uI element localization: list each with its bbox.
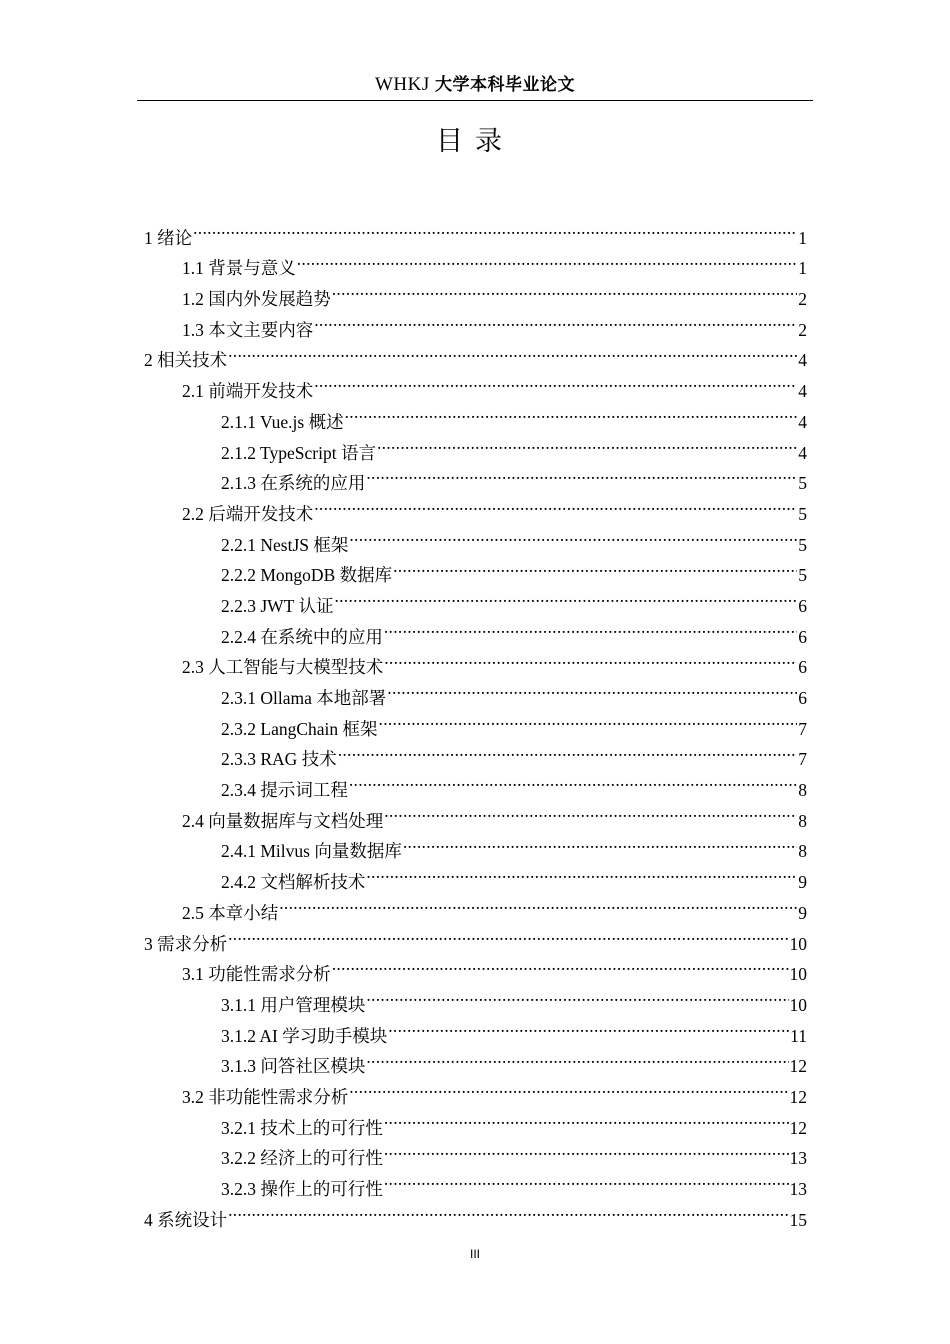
toc-entry[interactable] (144, 950, 807, 985)
toc-leader-dots (228, 919, 788, 950)
toc-entry-page: 4 (798, 350, 807, 371)
toc-entry-title: 2.1.2 TypeScript 语言 (221, 442, 376, 463)
toc-entry-page: 10 (789, 994, 807, 1015)
toc-entry-page: 6 (798, 657, 807, 678)
toc-entry-title: 1.2 国内外发展趋势 (182, 289, 331, 310)
toc-entry-title: 2.3 人工智能与大模型技术 (182, 657, 384, 678)
toc-entry-title: 3.2.1 技术上的可行性 (221, 1117, 383, 1138)
toc-entry-title: 2.1.1 Vue.js 概述 (221, 411, 344, 432)
toc-entry-title: 2.3.1 Ollama 本地部署 (221, 688, 387, 708)
toc-entry[interactable] (144, 366, 807, 402)
toc-entry-page: 6 (798, 626, 807, 647)
toc-entry[interactable] (144, 213, 807, 248)
toc-entry-page: 5 (798, 503, 807, 524)
toc-entry-title: 2.3.4 提示词工程 (221, 780, 348, 801)
toc-entry-title: 2.2.2 MongoDB 数据库 (221, 565, 393, 586)
toc-entry-page: 13 (789, 1179, 807, 1199)
toc-entry-title: 2 相关技术 (144, 350, 228, 371)
toc-entry-title: 2.4.2 文档解析技术 (221, 872, 366, 893)
toc-entry-title: 2.2.3 JWT 认证 (221, 595, 334, 616)
toc-leader-dots (384, 643, 797, 674)
toc-entry-page: 9 (798, 872, 807, 893)
toc-entry-page: 2 (798, 289, 807, 310)
toc-entry-title: 3.1.1 用户管理模块 (221, 994, 366, 1015)
toc-title: 目录 (436, 126, 514, 157)
toc-entry-title: 2.2.1 NestJS 框架 (221, 534, 349, 555)
toc-entry-page: 5 (798, 565, 807, 586)
toc-leader-dots (366, 980, 788, 1011)
header-thesis-type: 大学本科毕业论文 (435, 75, 576, 95)
toc-entry-title: 2.5 本章小结 (182, 902, 279, 923)
toc-entry-title: 2.3.2 LangChain 框架 (221, 718, 378, 739)
toc-entry[interactable] (144, 1195, 807, 1230)
toc-entry-page: 8 (798, 810, 807, 831)
toc-leader-dots (349, 765, 797, 796)
toc-entry-page: 8 (798, 780, 807, 801)
toc-leader-dots (314, 366, 797, 397)
toc-leader-dots (366, 459, 797, 490)
page-header (137, 70, 813, 101)
header-university: WHKJ (374, 74, 430, 95)
toc-entry-page: 12 (789, 1086, 807, 1107)
toc-entry-page: 6 (798, 595, 807, 616)
toc-entry-title: 3.1.3 问答社区模块 (221, 1056, 366, 1077)
toc-entry-page: 4 (798, 442, 807, 463)
toc-leader-dots (332, 950, 789, 981)
toc-entry-page: 6 (798, 688, 807, 708)
toc-entry-title: 2.1.3 在系统的应用 (221, 473, 366, 494)
toc-leader-dots (384, 1103, 789, 1134)
toc-entry-page: 4 (798, 411, 807, 432)
toc-leader-dots (345, 397, 798, 428)
toc-leader-dots (379, 704, 798, 735)
toc-entry[interactable] (144, 336, 807, 371)
toc-leader-dots (393, 551, 797, 582)
toc-leader-dots (366, 857, 797, 888)
toc-leader-dots (377, 428, 797, 459)
toc-leader-dots (366, 1042, 788, 1073)
toc-entry-page: 13 (789, 1148, 807, 1169)
toc-entry-title: 2.2.4 在系统中的应用 (221, 626, 383, 647)
toc-entry-page: 5 (798, 473, 807, 494)
toc-entry-page: 1 (798, 227, 807, 248)
toc-leader-dots (297, 244, 798, 275)
toc-entry-page: 10 (789, 933, 807, 954)
toc-leader-dots (334, 581, 797, 612)
toc-leader-dots (228, 1195, 788, 1226)
toc-leader-dots (349, 1072, 788, 1103)
toc-leader-dots (388, 1011, 789, 1042)
toc-entry[interactable] (144, 244, 807, 279)
toc-entry-title: 2.4.1 Milvus 向量数据库 (221, 841, 402, 862)
toc-leader-dots (228, 336, 797, 367)
toc-entry-title: 2.3.3 RAG 技术 (221, 749, 337, 770)
table-of-contents (144, 213, 807, 1230)
toc-entry-page: 9 (798, 902, 807, 923)
toc-entry-title: 1.1 背景与意义 (182, 258, 296, 279)
toc-entry-title: 3.1.2 AI 学习助手模块 (221, 1025, 388, 1046)
toc-entry-page: 12 (789, 1056, 807, 1077)
toc-leader-dots (314, 305, 797, 336)
toc-leader-dots (403, 827, 797, 858)
toc-entry-title: 2.2 后端开发技术 (182, 503, 314, 524)
toc-entry-page: 1 (798, 258, 807, 279)
toc-leader-dots (349, 520, 797, 551)
toc-entry[interactable] (144, 919, 807, 954)
toc-entry-title: 3.2.2 经济上的可行性 (221, 1148, 383, 1169)
toc-entry-title: 2.4 向量数据库与文档处理 (182, 810, 384, 831)
toc-entry-page: 12 (789, 1117, 807, 1138)
toc-leader-dots (384, 1134, 789, 1165)
toc-entry-page: 15 (789, 1209, 807, 1230)
toc-leader-dots (279, 888, 797, 919)
toc-entry-title: 2.1 前端开发技术 (182, 381, 314, 402)
toc-entry-title: 3 需求分析 (144, 933, 228, 954)
toc-entry-page: 10 (789, 964, 807, 985)
toc-entry-page: 2 (798, 319, 807, 340)
toc-entry-page: 11 (790, 1025, 807, 1046)
toc-entry-page: 4 (798, 381, 807, 402)
toc-leader-dots (332, 274, 798, 305)
toc-leader-dots (338, 735, 798, 766)
toc-leader-dots (193, 213, 797, 244)
toc-entry-page: 5 (798, 534, 807, 555)
toc-leader-dots (384, 612, 797, 643)
toc-entry-title: 1 绪论 (144, 227, 193, 248)
toc-leader-dots (387, 673, 797, 704)
page-number: III (469, 1247, 480, 1261)
toc-entry-title: 4 系统设计 (144, 1209, 228, 1230)
toc-entry-page: 8 (798, 841, 807, 862)
toc-entry-page: 7 (798, 718, 807, 739)
toc-entry-title: 3.1 功能性需求分析 (182, 964, 331, 985)
toc-leader-dots (314, 489, 797, 520)
toc-leader-dots (384, 796, 797, 827)
toc-entry-title: 3.2.3 操作上的可行性 (221, 1179, 383, 1199)
toc-entry-title: 1.3 本文主要内容 (182, 319, 314, 340)
toc-leader-dots (384, 1164, 789, 1195)
toc-entry-title: 3.2 非功能性需求分析 (182, 1086, 349, 1107)
toc-entry-page: 7 (798, 749, 807, 770)
